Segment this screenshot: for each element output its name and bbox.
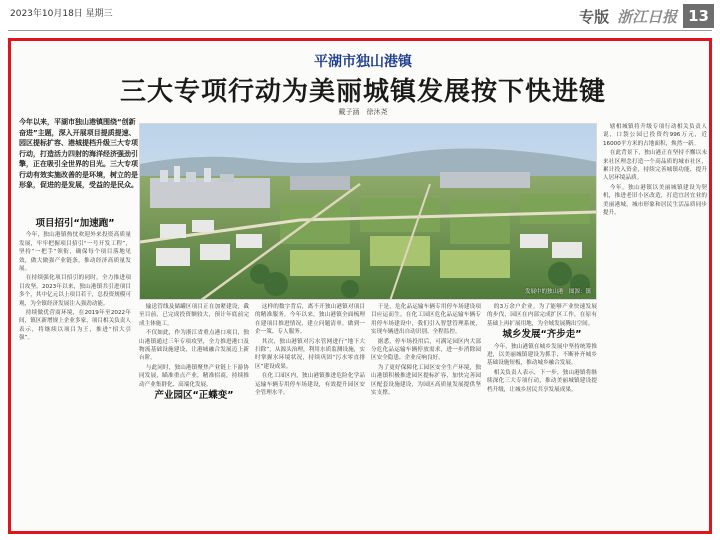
edition-name: 专版 [579,7,610,26]
paragraph: 相关负责人表示，下一步，独山港镇将继续深化三大专项行动，推动美丽城镇建设提档升级，让城乡居民共享发展成果。 [487,369,597,393]
paragraph: 这样的数字背后，离不开独山港镇对项目的精准服务。今年以来，独山港镇全面梳理在建项目推进情况，建立问题清单，做到一企一策、专人服务。 [255,304,365,336]
paragraph: 与此同时，独山港镇聚焦产业链上下游协同发展，瞄准重点产业，精准招商，持续推动产业集群化、高端化发展。 [139,364,249,388]
paragraph: 持续做优营商环境，在2019年至2022年间，镇区新增规上企业多家，项目相关负责人表示，将继续以项目为王，推进“招大引强”。 [19,310,131,342]
paragraph: 辖相城镇将升级专项行动相关负责人说，口袋公园已投资约996万元，近16000平方米的占地面积，焕然一新。 [603,124,707,147]
paragraph: 输送管线及储罐区项目正在加紧建设，截至目前，已完成投资额较大，预计年底前完成主体施工。 [139,304,249,327]
edition-banner [579,3,714,29]
paragraph: 在化工园区内，独山港镇推进危险化学品运输车辆专用停车场建设，有效提升园区安全管理水平。 [255,373,365,397]
article-title: 三大专项行动为美丽城镇发展按下快进键 [119,77,606,107]
article-byline: 戴子涵 徐沐尧 [338,108,388,116]
paragraph: 在此背景下，独山港正在坚持不懈以未来社区理念打造一个高品质的城市社区，累计投入资金，持续完善城镇功能，提升人居环境品质。 [603,150,707,182]
section-heading-industry: 产业园区“正蝶变” [154,390,234,402]
article-subtitle: 平湖市独山港镇 [314,54,412,70]
column-2 [139,303,249,531]
paragraph: 其次，独山港镇对污水管网进行“地下大扫除”，从源头治理，利用水质监测设施，实时掌握水环境状况，持续巩固“污水零直排区”建设成果。 [255,338,365,370]
column-1 [19,217,131,531]
paragraph: 的3万余户企业。为了能够产业快速发展的步伐，园区在内部完成扩区工作，在原有基础上再扩展用地，为全域发展腾出空间。 [487,304,597,327]
paragraph: 于是，危化品运输车辆专用停车场建设项目应运而生。在化工园区危化品运输车辆专用停车场建设中，我们引入智慧管理系统，实现车辆进出自动识别、全程监控。 [371,304,481,336]
photo-caption: 发展中的独山港 图源：镇 [524,289,591,295]
column-5 [487,303,597,531]
article-lead: 今年以来，平湖市独山港镇围绕“创新奋进”主题，深入开展项目提质提速、园区提标扩容、港城提档升级三大专项行动，打造活力四射的海洋经济强劲引擎，正在吸引全世界的目光。三大专项行动有效实施改善的是环境，树立的是形象，促进的是发展，受益的是民众。 [19,118,138,189]
paragraph: 今年，独山港镇热忱欢迎外来投资高质量发展，牢牢把握项目招引“一号开发工程”，坚持“一把手”领衔，确保每个项目落地见效，做大做强产业链条，推动经济高质量发展。 [19,232,131,273]
article-frame [8,38,712,534]
newspaper-name: 浙江日报 [617,7,678,26]
header-rule [8,30,712,31]
town-aerial-photo [139,123,597,300]
issue-date: 2023年10月18日 星期三 [10,9,113,19]
column-3 [255,303,365,531]
newspaper-header [0,0,720,32]
column-4 [371,303,481,531]
column-6 [603,123,707,531]
page-number: 13 [683,4,714,28]
paragraph: 今年，独山港镇在城乡发展中坚持统筹推进，以美丽城镇建设为抓手，不断补齐城乡基础设施短板，推动城乡融合发展。 [487,343,597,367]
aerial-photo-illustration [140,124,597,300]
section-heading-urban-rural: 城乡发展“齐步走” [502,329,582,341]
paragraph: 据悉，停车场投用后，可满足园区内大部分危化品运输车辆停放需求，进一步消除园区安全隐患，企业反响良好。 [371,338,481,362]
paragraph: 在持续强化项目招引的同时，全力推进项目攻坚。2023年以来，独山港镇共引进项目多个，其中亿元以上项目若干，总投资规模可观，为全镇经济发展注入强劲动能。 [19,275,131,307]
section-heading-projects: 项目招引“加速跑” [35,218,115,229]
paragraph: 今年，独山港镇以美丽城镇建设为契机，推进老旧小区改造，打造宜居宜业的美丽港城，城市形象和居民生活品质同步提升。 [603,184,707,217]
paragraph: 为了更好保障化工园区安全生产环境，独山港镇积极推进园区提标扩容，加快完善园区配套设施建设，为园区高质量发展提供坚实支撑。 [371,364,481,397]
paragraph: 不仅如此，作为浙江省重点港口项目，独山港镇通过三年专项攻坚，全力推进港口及物流基础设施建设，让港城融合发展迈上新台阶。 [139,330,249,362]
